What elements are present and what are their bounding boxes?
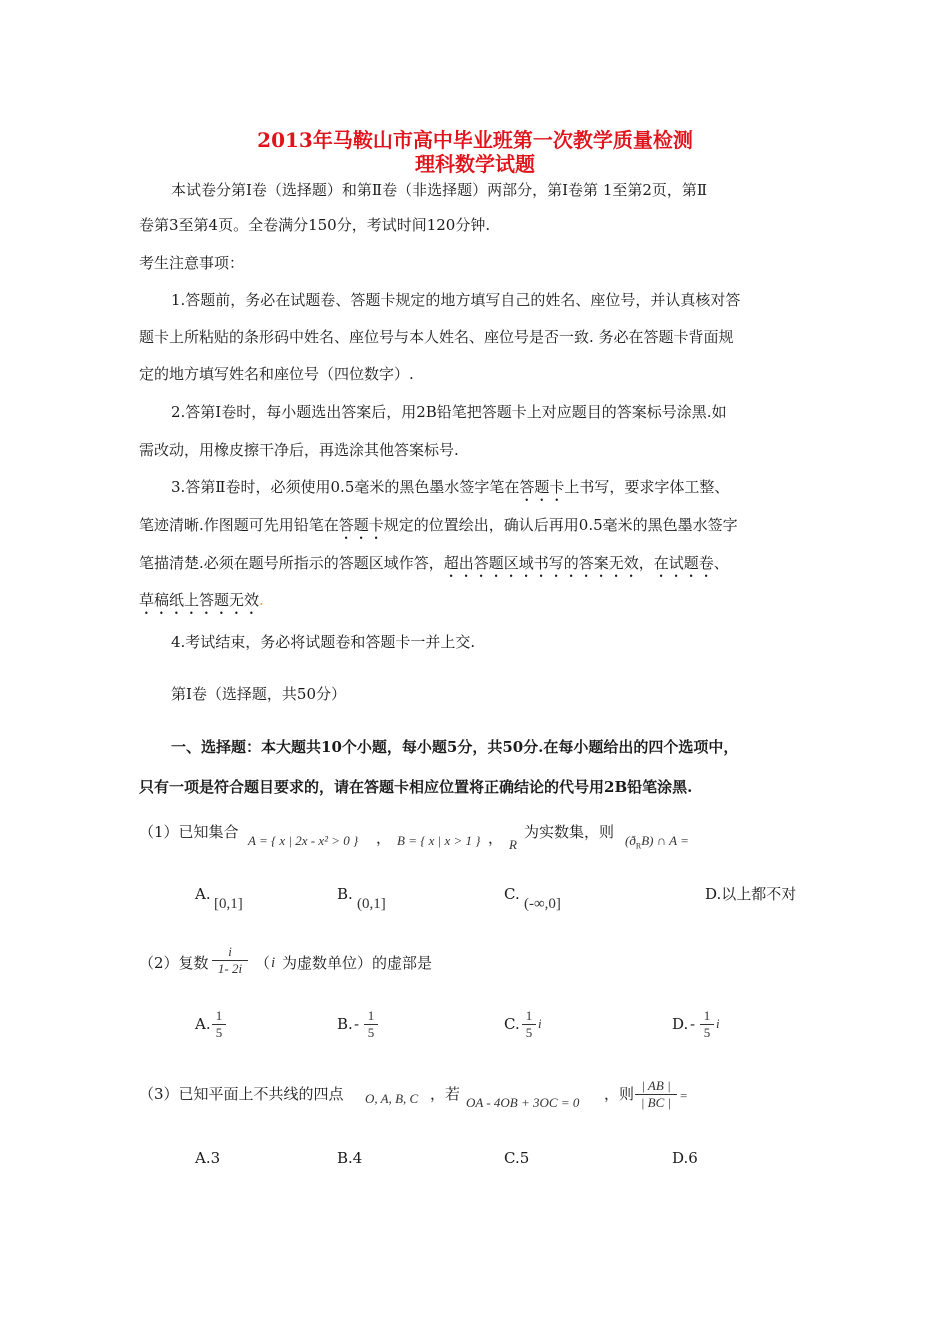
- q2-option-c-label: C.: [504, 1015, 520, 1033]
- q3-equals: =: [680, 1088, 688, 1103]
- q2-fraction: [212, 944, 248, 977]
- q1-option-b-value: (0,1]: [357, 896, 386, 912]
- q2-stem-open-paren: （: [255, 954, 271, 972]
- q2-option-d-label: D.: [672, 1015, 689, 1033]
- q3-option-a: A.3: [195, 1149, 221, 1167]
- fraction-numerator: 1: [703, 1008, 711, 1023]
- q2-stem-prefix: （2）复数: [139, 954, 209, 972]
- intro-line-1: 本试卷分第Ⅰ卷（选择题）和第Ⅱ卷（非选择题）两部分，第Ⅰ卷第 1至第2页，第Ⅱ: [171, 181, 708, 199]
- q1-comma-2: ，: [488, 829, 504, 847]
- q1-stem-prefix: （1）已知集合: [139, 823, 239, 841]
- notice-item-3-line-1: [171, 477, 729, 505]
- q1-option-d: D.以上都不对: [705, 885, 797, 903]
- q2-option-b-sign: -: [354, 1015, 360, 1033]
- text-segment: 笔迹清晰.作图题可先用铅笔在: [139, 516, 339, 534]
- section-1-label: 第Ⅰ卷（选择题，共50分）: [171, 685, 347, 703]
- q1-option-c-label: C.: [504, 885, 520, 903]
- q1-option-c-value: (-∞,0]: [524, 896, 561, 912]
- fraction-numerator: 1: [367, 1008, 375, 1023]
- text-segment: 上书写，要求字体工整、: [564, 478, 730, 496]
- q3-vector-equation: OA - 4OB + 3OC = 0: [466, 1095, 580, 1110]
- q2-imaginary-unit: i: [271, 955, 276, 971]
- text-segment: .: [259, 591, 264, 609]
- fraction-numerator: 1: [525, 1008, 533, 1023]
- fraction-denominator: 5: [215, 1025, 223, 1040]
- notice-item-3-line-3: [139, 553, 729, 581]
- q3-stem-prefix: （3）已知平面上不共线的四点: [139, 1085, 344, 1103]
- section-1-heading-line-2: 只有一项是符合题目要求的，请在答题卡相应位置将正确结论的代号用2B铅笔涂黑.: [139, 778, 693, 796]
- exam-subtitle: 理科数学试题: [415, 152, 535, 176]
- emphasis-text: 超出答题区域书写的答案无效，在试题卷、: [443, 554, 729, 572]
- notice-item-3-line-4: [139, 590, 264, 618]
- notice-item-1-line-1: 1.答题前，务必在试题卷、答题卡规定的地方填写自己的姓名、座位号，并认真核对答: [171, 291, 741, 309]
- emphasis-text: 答题卡: [338, 516, 384, 534]
- q1-expression: [625, 833, 689, 851]
- notice-item-1-line-2: 题卡上所粘贴的条形码中姓名、座位号与本人姓名、座位号是否一致. 务必在答题卡背面规: [139, 328, 734, 346]
- q3-stem-suffix: ，则: [604, 1085, 635, 1103]
- q2-option-a-value: [212, 1008, 226, 1041]
- fraction-numerator: 1: [215, 1008, 223, 1023]
- q1-set-a: A = { x | 2x - x² > 0 }: [248, 833, 359, 848]
- fraction-denominator: 1- 2i: [217, 961, 243, 976]
- fraction-numerator: | AB |: [641, 1078, 671, 1093]
- text-segment: 笔描清楚.必须在题号所指示的答题区域作答，: [139, 554, 444, 572]
- notice-item-2-line-1: 2.答第Ⅰ卷时，每小题选出答案后，用2B铅笔把答题卡上对应题目的答案标号涂黑.如: [171, 403, 727, 421]
- notice-item-1-line-3: 定的地方填写姓名和座位号（四位数字）.: [139, 365, 414, 383]
- exam-title: 2013年马鞍山市高中毕业班第一次教学质量检测: [257, 128, 693, 152]
- q1-comma-1: ，: [376, 829, 392, 847]
- fraction-numerator: i: [228, 944, 232, 959]
- fraction-denominator: | BC |: [640, 1095, 672, 1110]
- q1-option-a-value: [0,1]: [214, 896, 243, 912]
- text-segment: B) ∩ A =: [641, 833, 689, 848]
- text-segment: 3.答第Ⅱ卷时，必须使用0.5毫米的黑色墨水签字笔在: [171, 478, 520, 496]
- q2-option-d-sign: -: [690, 1015, 696, 1033]
- q2-option-c-value: [522, 1008, 536, 1041]
- q2-stem-suffix: 为虚数单位）的虚部是: [282, 954, 433, 972]
- q2-option-d-unit: i: [716, 1016, 720, 1031]
- q1-set-b: B = { x | x > 1 }: [397, 833, 481, 848]
- q3-stem-middle: ，若: [430, 1085, 461, 1103]
- q3-option-c: C.5: [504, 1149, 530, 1167]
- notice-item-4: 4.考试结束，务必将试题卷和答题卡一并上交.: [171, 633, 476, 651]
- q3-points: O, A, B, C: [365, 1091, 419, 1106]
- q3-ratio-fraction: [635, 1078, 677, 1111]
- q1-set-r: R: [509, 837, 517, 852]
- section-1-heading-line-1: 一、选择题：本大题共10个小题，每小题5分，共50分.在每小题给出的四个选项中，: [171, 738, 739, 756]
- q3-option-b: B.4: [337, 1149, 363, 1167]
- fraction-denominator: 5: [703, 1025, 711, 1040]
- q2-option-c-unit: i: [538, 1016, 542, 1031]
- q2-option-a-label: A.: [195, 1015, 211, 1033]
- fraction-denominator: 5: [525, 1025, 533, 1040]
- q1-option-a-label: A.: [195, 885, 211, 903]
- fraction-denominator: 5: [367, 1025, 375, 1040]
- q2-option-d-value: [700, 1008, 714, 1041]
- text-segment: (ð: [625, 833, 636, 848]
- emphasis-text: 草稿纸上答题无效: [139, 591, 260, 609]
- text-segment: 规定的位置绘出，确认后再用0.5毫米的黑色墨水签字: [383, 516, 738, 534]
- notice-item-2-line-2: 需改动，用橡皮擦干净后，再选涂其他答案标号.: [139, 441, 459, 459]
- q1-option-b-label: B.: [337, 885, 353, 903]
- q1-stem-suffix: 为实数集，则: [524, 823, 615, 841]
- text-segment: R: [635, 841, 642, 851]
- q2-option-b-value: [364, 1008, 378, 1041]
- q3-option-d: D.6: [672, 1149, 698, 1167]
- notice-item-3-line-2: [139, 515, 738, 543]
- intro-line-2: 卷第3至第4页。全卷满分150分，考试时间120分钟.: [139, 216, 491, 234]
- q2-option-b-label: B.: [337, 1015, 353, 1033]
- notice-heading: 考生注意事项：: [139, 254, 245, 272]
- emphasis-text: 答题卡: [519, 478, 565, 496]
